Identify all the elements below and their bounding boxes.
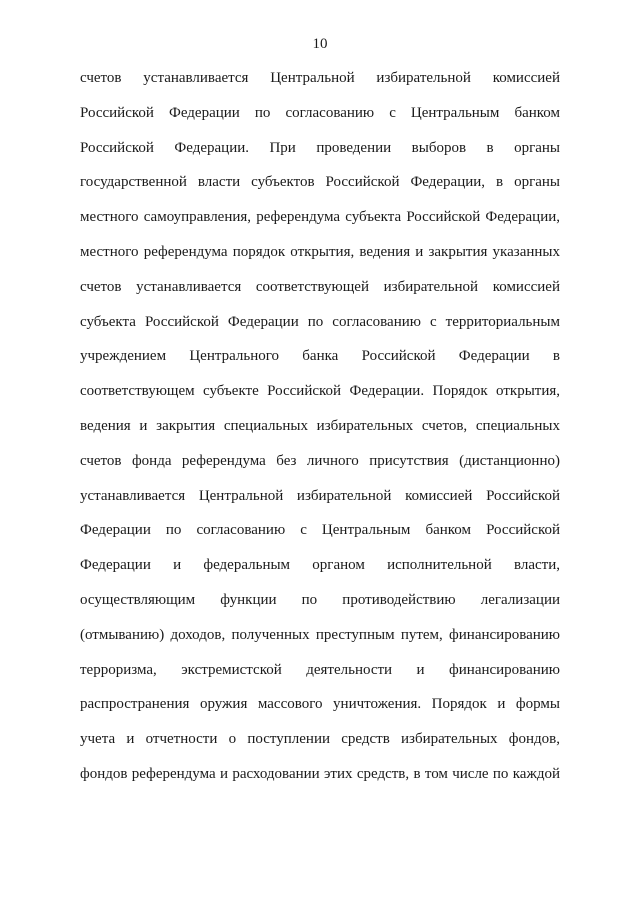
text-line: местного самоуправления, референдума субъекта Российской Федерации, xyxy=(80,209,560,226)
text-line: устанавливается Центральной избирательной комиссией Российской xyxy=(80,487,560,504)
text-line: счетов фонда референдума без личного присутствия (дистанционно) xyxy=(80,452,560,469)
text-line: распространения оружия массового уничтожения. Порядок и формы xyxy=(80,696,560,713)
text-line: Федерации и федеральным органом исполнительной власти, xyxy=(80,557,560,574)
text-line: соответствующем субъекте Российской Федерации. Порядок открытия, xyxy=(80,383,560,400)
page-number: 10 xyxy=(312,36,328,52)
text-line: местного референдума порядок открытия, ведения и закрытия указанных xyxy=(80,243,560,260)
body-text xyxy=(80,68,560,799)
text-line: учреждением Центрального банка Российской Федерации в xyxy=(80,348,560,365)
text-line: фондов референдума и расходовании этих средств, в том числе по каждой xyxy=(80,765,560,782)
text-line: учета и отчетности о поступлении средств избирательных фондов, xyxy=(80,731,560,748)
text-line: терроризма, экстремистской деятельности и финансированию xyxy=(80,661,560,678)
text-line: (отмыванию) доходов, полученных преступным путем, финансированию xyxy=(80,626,560,643)
text-line: ведения и закрытия специальных избирательных счетов, специальных xyxy=(80,417,560,434)
text-line: счетов устанавливается Центральной избирательной комиссией xyxy=(80,70,560,86)
text-line: Федерации по согласованию с Центральным банком Российской xyxy=(80,522,560,539)
text-line: осуществляющим функции по противодействию легализации xyxy=(80,591,560,608)
text-line: счетов устанавливается соответствующей избирательной комиссией xyxy=(80,278,560,295)
text-line: субъекта Российской Федерации по согласованию с территориальным xyxy=(80,313,560,330)
text-line: Российской Федерации по согласованию с Центральным банком xyxy=(80,104,560,121)
text-line: Российской Федерации. При проведении выборов в органы xyxy=(80,139,560,156)
text-line: государственной власти субъектов Российской Федерации, в органы xyxy=(80,174,560,191)
